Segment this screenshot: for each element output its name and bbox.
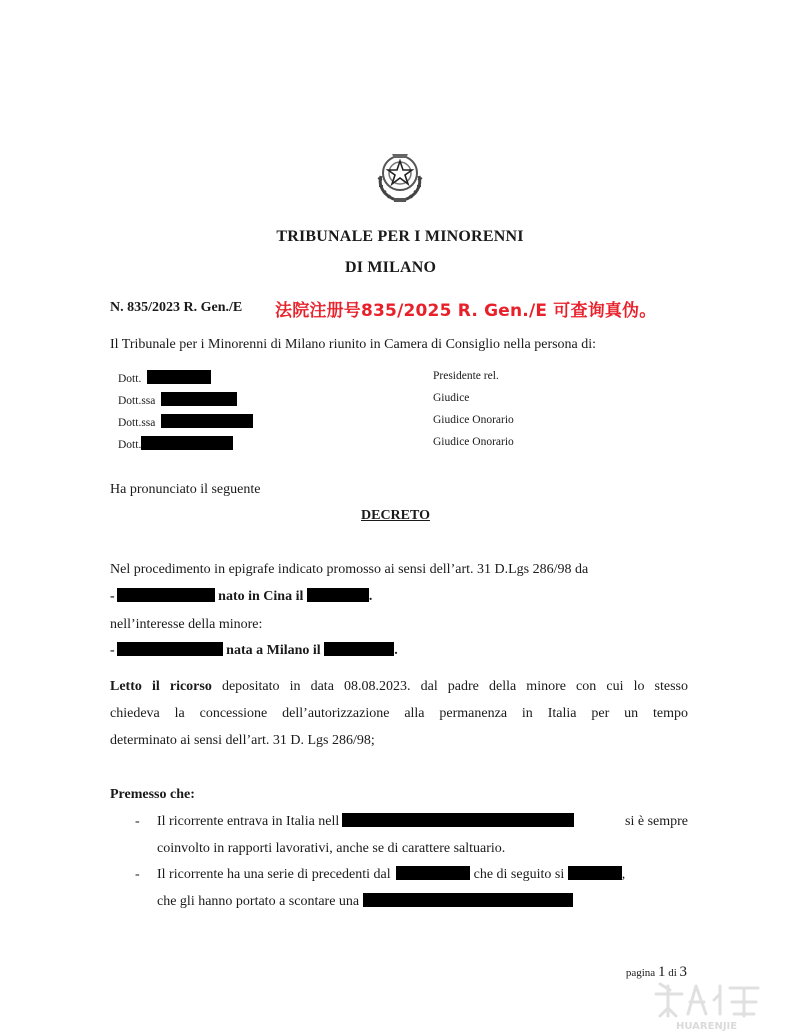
bullet-2-line-1: Il ricorrente ha una serie di precedenti dal che di seguito si , [157, 867, 626, 882]
redaction-bar [324, 642, 394, 656]
judge-role: Giudice Onorario [433, 414, 514, 426]
panel-row [118, 436, 233, 451]
bullet-1-line-2: coinvolto in rapporti lavorativi, anche se di carattere saltuario. [157, 841, 506, 856]
republic-emblem-icon [372, 146, 428, 204]
page-number: pagina 1 di 3 [625, 964, 687, 980]
applicant-line: - nato in Cina il . [110, 589, 373, 604]
letto-line-1: Letto il ricorso depositato in data 08.08.2023. dal padre della minore con cui lo stesso [110, 679, 689, 694]
panel-row [118, 392, 237, 407]
redaction-bar [568, 866, 622, 880]
judge-title: Dott.ssa [118, 417, 156, 429]
svg-text:HUARENJIE: HUARENJIE [676, 1021, 738, 1032]
bullet-dash: - [135, 867, 140, 882]
court-title: TRIBUNALE PER I MINORENNI [276, 228, 524, 245]
redaction-bar [307, 588, 369, 602]
judge-title: Dott. [118, 439, 142, 451]
pronounced-line: Ha pronunciato il seguente [110, 482, 261, 497]
judge-title: Dott.ssa [118, 395, 156, 407]
interest-line: nell’interesse della minore: [110, 617, 263, 632]
redaction-bar [147, 370, 211, 384]
court-city: DI MILANO [345, 259, 437, 276]
judge-role: Giudice Onorario [433, 436, 514, 448]
redaction-bar [363, 893, 573, 907]
judge-role: Giudice [433, 392, 470, 404]
bullet-2-line-2: che gli hanno portato a scontare una [157, 892, 573, 912]
judge-role: Presidente rel. [433, 370, 499, 382]
redaction-bar [141, 436, 233, 450]
redaction-bar [117, 642, 223, 656]
overlay-annotation: 法院注册号835/2025 R. Gen./E 可查询真伪。 [275, 301, 657, 321]
premesso-heading: Premesso che: [110, 787, 195, 802]
decree-heading: DECRETO [361, 508, 430, 523]
letto-line-2: chiedeva la concessione dell’autorizzazione alla permanenza in Italia per un tempo [110, 706, 688, 721]
panel-row [118, 414, 253, 429]
letto-line-3: determinato ai sensi dell’art. 31 D. Lgs 286/98; [110, 733, 375, 748]
registration-number: N. 835/2023 R. Gen./E [110, 300, 243, 315]
bullet-dash: - [135, 814, 140, 829]
intro-paragraph: Il Tribunale per i Minorenni di Milano riunito in Camera di Consiglio nella persona di: [110, 337, 597, 352]
redaction-bar [342, 813, 574, 827]
bullet-1-line-1: Il ricorrente entrava in Italia nell si è sempre [157, 814, 688, 829]
redaction-bar [161, 392, 237, 406]
redaction-bar [396, 866, 470, 880]
judge-title: Dott. [118, 373, 142, 385]
panel-row [118, 370, 211, 385]
redaction-bar [117, 588, 215, 602]
procedure-line: Nel procedimento in epigrafe indicato promosso ai sensi dell’art. 31 D.Lgs 286/98 da [110, 562, 589, 577]
redaction-bar [161, 414, 253, 428]
site-watermark-icon [648, 976, 778, 1032]
minor-line: - nata a Milano il . [110, 643, 398, 658]
